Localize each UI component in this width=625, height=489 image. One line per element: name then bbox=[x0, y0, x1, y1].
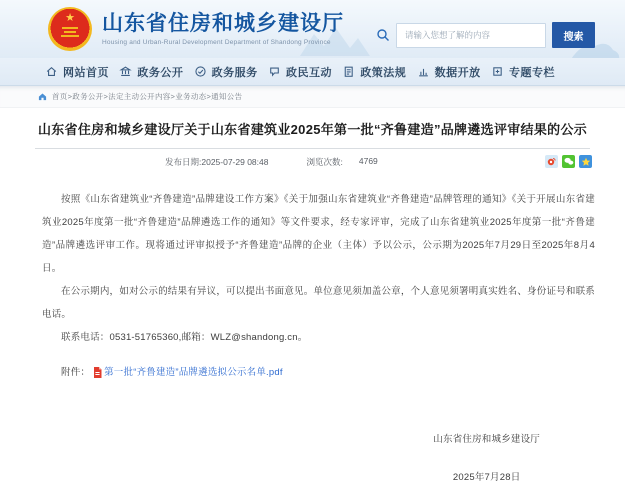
site-brand[interactable] bbox=[48, 7, 344, 51]
nav-item-label: 专题专栏 bbox=[508, 66, 555, 79]
wechat-share-icon[interactable] bbox=[562, 155, 575, 168]
article bbox=[0, 108, 625, 489]
main-nav bbox=[0, 58, 625, 86]
interaction-icon bbox=[268, 65, 281, 78]
emblem-star-icon: ★ bbox=[65, 12, 75, 24]
nav-item-policy[interactable] bbox=[342, 64, 406, 80]
share-icons bbox=[545, 155, 592, 168]
gov-service-icon bbox=[194, 65, 207, 78]
breadcrumb-home-icon bbox=[38, 92, 47, 101]
search-icon bbox=[376, 28, 390, 42]
signature-date: 2025年7月28日 bbox=[452, 472, 521, 483]
national-emblem-logo bbox=[48, 7, 92, 51]
nav-item-interaction[interactable] bbox=[268, 64, 332, 80]
article-title: 山东省住房和城乡建设厅关于山东省建筑业2025年第一批“齐鲁建造”品牌遴选评审结果的公示 bbox=[37, 122, 588, 137]
search-button[interactable]: 搜索 bbox=[552, 22, 595, 48]
favorite-share-icon[interactable] bbox=[579, 155, 592, 168]
views-count: 4769 bbox=[358, 155, 378, 166]
nav-item-special[interactable] bbox=[491, 64, 555, 80]
site-header bbox=[0, 0, 625, 58]
nav-item-gov-service[interactable] bbox=[194, 64, 258, 80]
nav-item-label: 数据开放 bbox=[434, 66, 481, 79]
breadcrumb[interactable]: 首页>政务公开>法定主动公开内容>业务动态>通知公告 bbox=[52, 92, 243, 101]
attachment-row bbox=[42, 361, 595, 384]
site-search bbox=[376, 22, 595, 48]
article-signature bbox=[42, 428, 595, 489]
paragraph-2: 在公示期内，如对公示的结果有异议，可以提出书面意见。单位意见须加盖公章，个人意见须署明真实姓名、身份证号和联系电话。 bbox=[42, 286, 595, 320]
nav-item-label: 网站首页 bbox=[63, 66, 109, 79]
nav-item-home[interactable] bbox=[45, 64, 109, 80]
nav-item-label: 政务服务 bbox=[211, 66, 258, 79]
article-meta bbox=[0, 149, 625, 174]
home-icon bbox=[45, 65, 58, 78]
paragraph-1: 按照《山东省建筑业“齐鲁建造”品牌建设工作方案》《关于加强山东省建筑业“齐鲁建造”品牌管理的通知》《关于开展山东省建筑业2025年度第一批“齐鲁建造”品牌遴选工作的通知》等文件要求，经专家评审，完成了山东省建筑业2025年度第一批“齐鲁建造”品牌遴选评审工作。现将通过评审拟授予“齐鲁建造”品牌的企业（主体）予以公示，公示期为2025年7月29日至2025年8月4日。 bbox=[42, 194, 595, 274]
site-subtitle: Housing and Urban-Rural Development Department of Shandong Province bbox=[102, 39, 331, 46]
search-input[interactable] bbox=[396, 23, 546, 48]
gov-open-icon bbox=[119, 65, 132, 78]
nav-item-label: 政民互动 bbox=[285, 66, 332, 79]
nav-item-gov-open[interactable] bbox=[119, 64, 183, 80]
nav-item-label: 政务公开 bbox=[137, 66, 184, 79]
paragraph-contact: 联系电话：0531-51765360,邮箱：WLZ@shandong.cn。 bbox=[61, 332, 308, 343]
policy-doc-icon bbox=[342, 65, 355, 78]
attachment-label: 附件： bbox=[61, 367, 91, 378]
nav-item-data[interactable] bbox=[417, 64, 481, 80]
nav-item-label: 政策法规 bbox=[360, 66, 407, 79]
views-label: 浏览次数: bbox=[306, 156, 343, 167]
special-column-icon bbox=[491, 65, 504, 78]
pdf-icon bbox=[93, 367, 102, 378]
publish-date: 发布日期:2025-07-29 08:48 bbox=[165, 156, 269, 167]
article-body bbox=[0, 174, 625, 489]
signature-org: 山东省住房和城乡建设厅 bbox=[433, 434, 540, 445]
data-chart-icon bbox=[417, 65, 430, 78]
weibo-share-icon[interactable] bbox=[545, 155, 558, 168]
breadcrumb-bar bbox=[0, 86, 625, 108]
site-title: 山东省住房和城乡建设厅 bbox=[102, 12, 344, 35]
attachment-link[interactable]: 第一批“齐鲁建造”品牌遴选拟公示名单.pdf bbox=[104, 367, 283, 378]
